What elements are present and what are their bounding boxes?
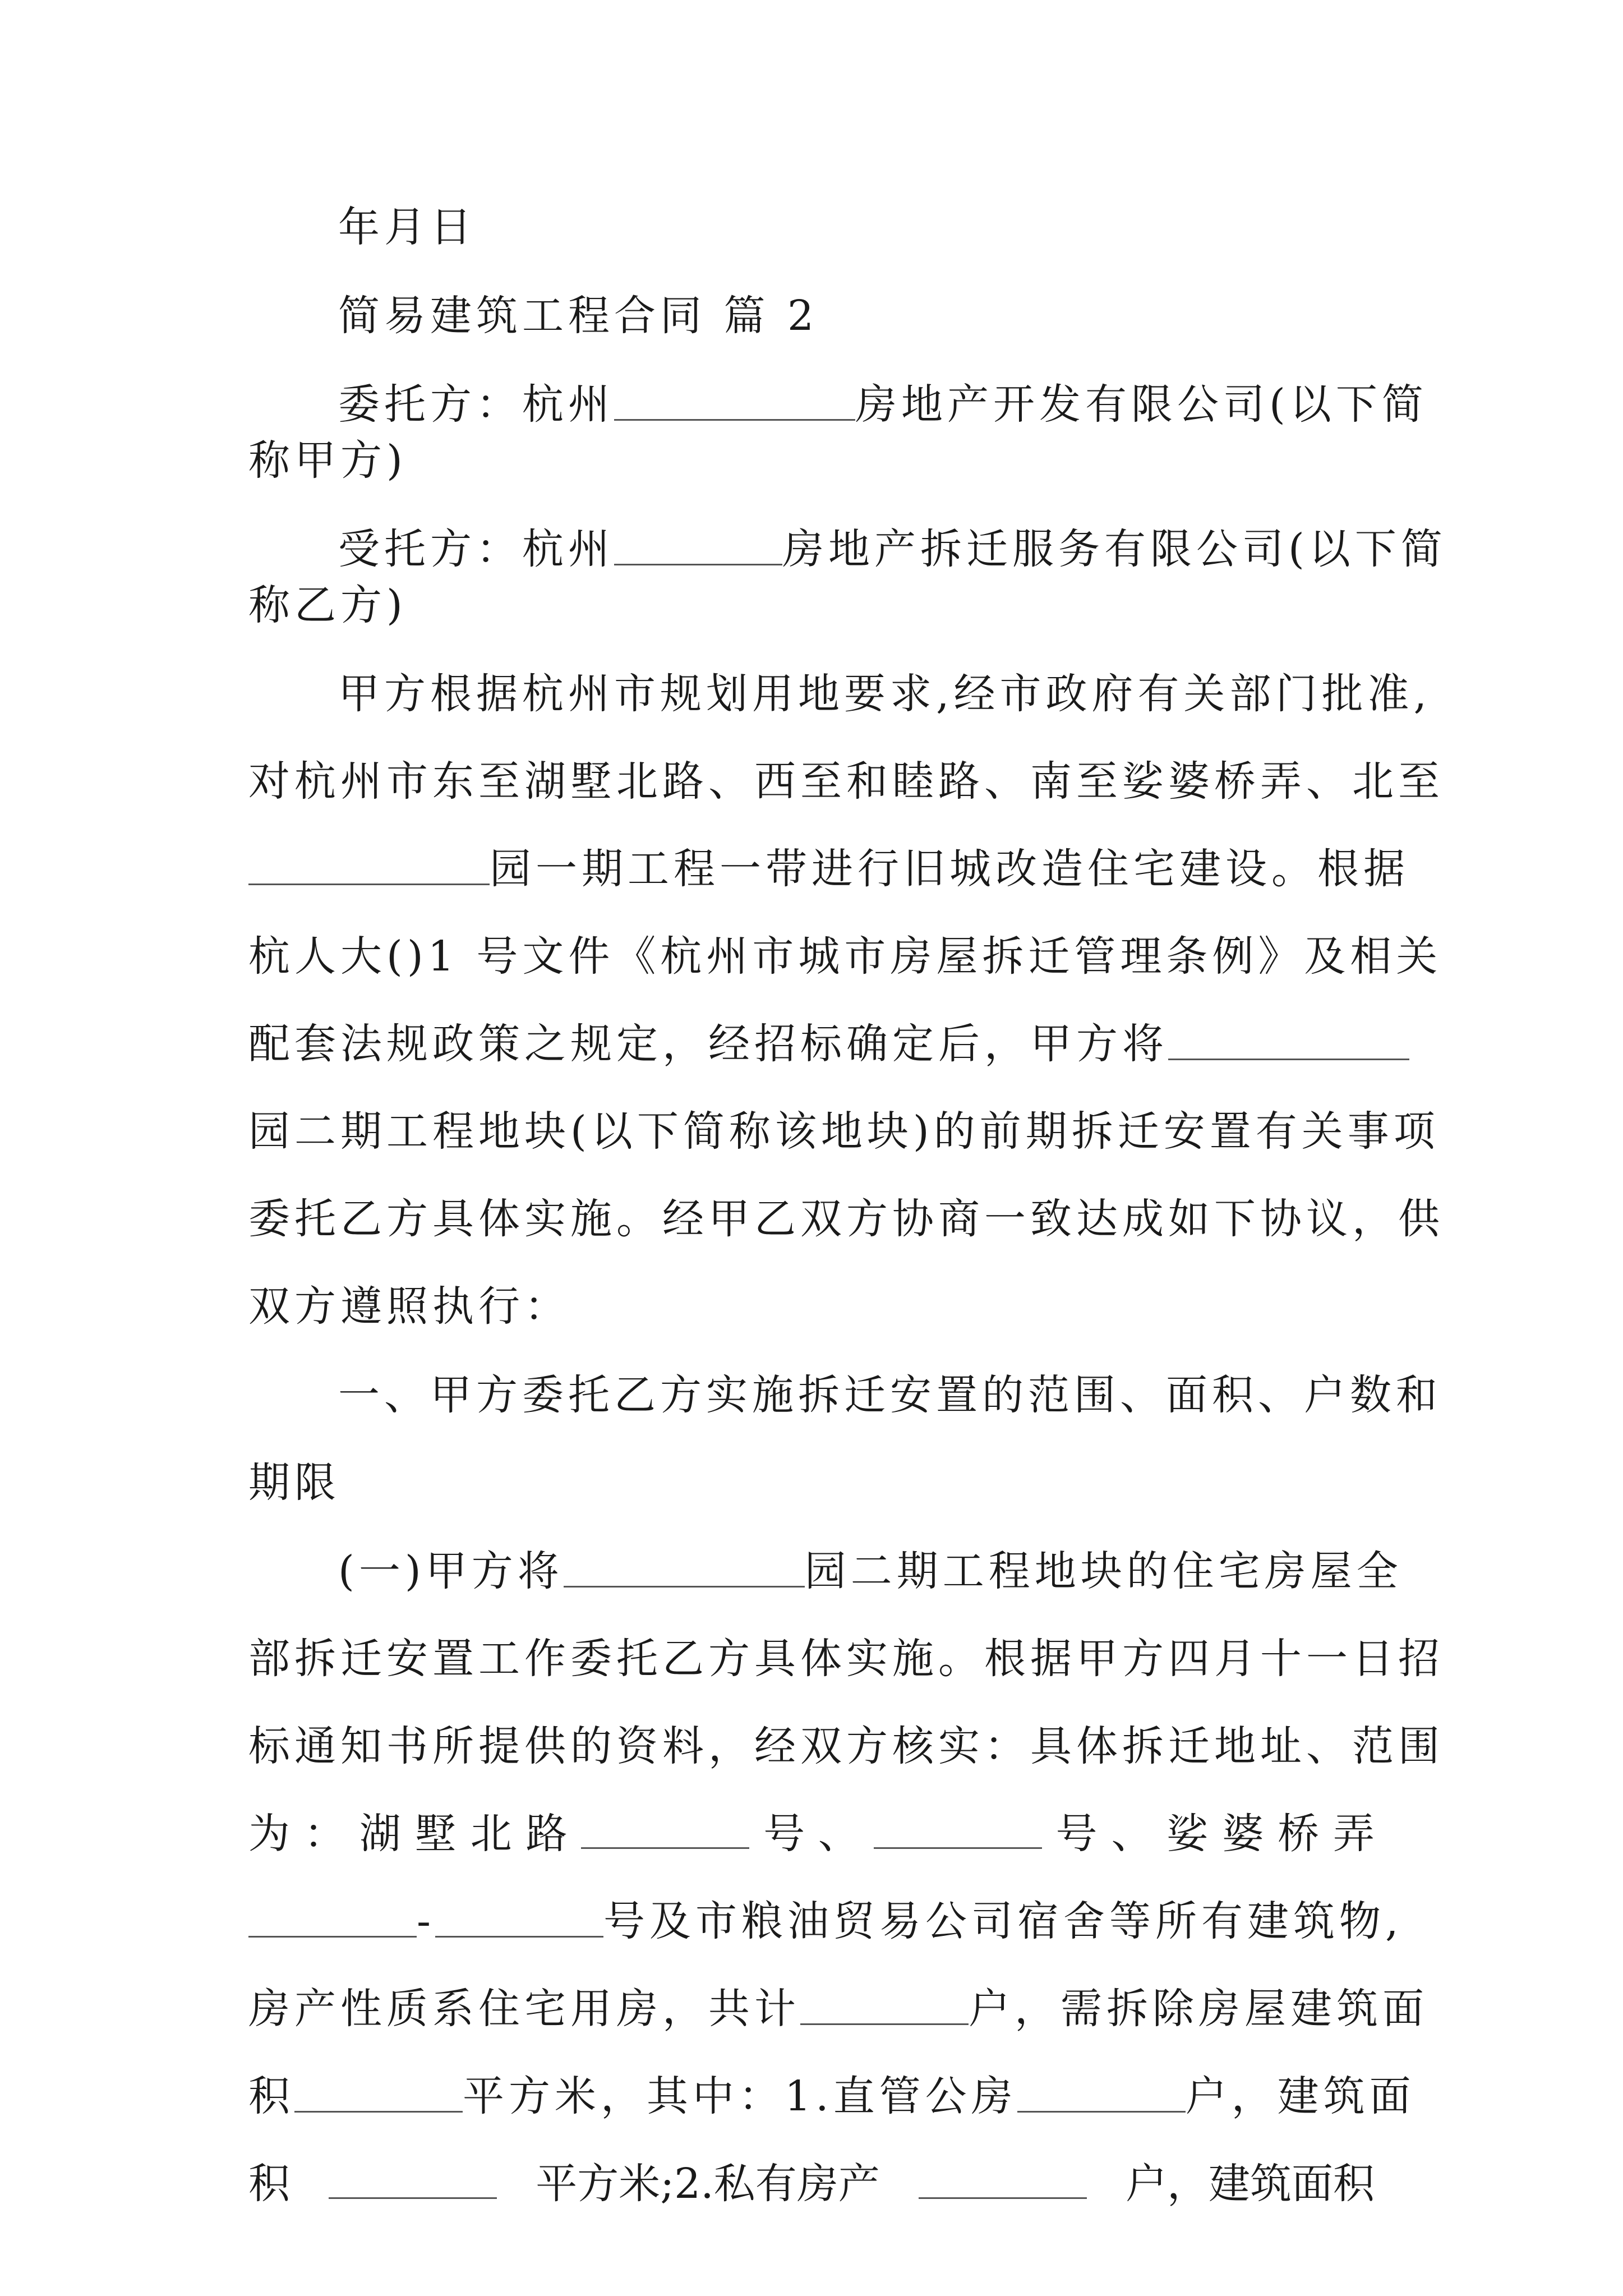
clause-line — [248, 2068, 1415, 2124]
blank-field — [1017, 2069, 1186, 2113]
paragraph-line: 园二期工程地块(以下简称该地块)的前期拆迁安置有关事项 — [248, 1107, 1440, 1156]
clause-text: (一)甲方将 — [338, 1547, 564, 1595]
blank-field — [800, 1982, 969, 2025]
clause-char: 湖 — [359, 1810, 401, 1858]
blank-field — [248, 842, 490, 885]
paragraph-line: 委托乙方具体实施。经甲乙双方协商一致达成如下协议，供 — [248, 1195, 1444, 1243]
clause-line — [248, 1893, 1403, 1949]
clause-text: 户，建筑面 — [1185, 2072, 1415, 2120]
clause-text: 户，建筑面积 — [1125, 2160, 1375, 2208]
clause-char: 号 、 — [763, 1810, 860, 1858]
clause-heading: 一、甲方委托乙方实施拆迁安置的范围、面积、户数和 — [338, 1371, 1442, 1419]
clause-text: 平方米，其中：1.直管公房 — [463, 2072, 1017, 2120]
clause-char: 墅 — [414, 1810, 457, 1858]
clause-line — [248, 2156, 1375, 2212]
blank-field — [614, 522, 782, 565]
paragraph-line: 杭人大()1 号文件《杭州市城市房屋拆迁管理条例》及相关 — [248, 932, 1442, 981]
clause-line — [248, 1543, 1403, 1599]
clause-text: 号及市粮油贸易公司宿舍等所有建筑物, — [603, 1897, 1403, 1945]
blank-field — [874, 1806, 1042, 1849]
clause-text: 园二期工程地块的住宅房屋全 — [804, 1547, 1403, 1595]
paragraph-text: 园一期工程一带进行旧城改造住宅建设。根据 — [490, 845, 1409, 893]
clause-char: ： — [303, 1810, 345, 1858]
clause-char: 路 — [525, 1810, 568, 1858]
blank-field — [329, 2156, 497, 2199]
contractor-label: 受托方：杭州 — [338, 525, 614, 573]
paragraph-line: 双方遵照执行： — [248, 1282, 570, 1331]
clause-text: 户，需拆除房屋建筑面 — [969, 1985, 1428, 2033]
clause-char: 桥 — [1278, 1810, 1320, 1858]
clause-char: 娑 — [1166, 1810, 1209, 1858]
contractor-line — [248, 521, 1447, 577]
clause-line — [248, 1806, 1375, 1862]
blank-field — [435, 1894, 603, 1938]
clause-char: 号 — [1055, 1810, 1098, 1858]
blank-field — [919, 2156, 1087, 2199]
blank-field — [248, 1894, 417, 1938]
clause-line — [248, 1981, 1428, 2037]
paragraph-line — [248, 1016, 1375, 1072]
blank-field — [564, 1544, 805, 1588]
clause-heading-cont: 期限 — [248, 1458, 340, 1507]
clause-char: 婆 — [1222, 1810, 1264, 1858]
blank-field — [581, 1806, 749, 1849]
paragraph-line: 对杭州市东至湖墅北路、西至和睦路、南至娑婆桥弄、北至 — [248, 757, 1444, 806]
clause-char: 为 — [248, 1810, 290, 1858]
clause-char: 北 — [470, 1810, 512, 1858]
contractor-text: 房地产拆迁服务有限公司(以下简 — [782, 525, 1447, 573]
client-text: 房地产开发有限公司(以下简 — [855, 380, 1428, 429]
clause-text: 积 — [248, 2072, 294, 2120]
date-line: 年月日 — [338, 203, 476, 251]
document-page — [248, 199, 1447, 2212]
client-line — [248, 376, 1428, 432]
clause-text: 房产性质系住宅用房，共计 — [248, 1985, 800, 2033]
clause-line: 标通知书所提供的资料，经双方核实：具体拆迁地址、范围 — [248, 1722, 1444, 1770]
clause-char: 、 — [1111, 1810, 1153, 1858]
clause-char: 弄 — [1333, 1810, 1375, 1858]
section-heading: 简易建筑工程合同 篇 2 — [338, 292, 819, 340]
paragraph-line: 甲方根据杭州市规划用地要求,经市政府有关部门批准, — [338, 670, 1432, 718]
clause-text: 平方米;2.私有房产 — [536, 2160, 880, 2208]
paragraph-line — [248, 841, 1409, 897]
clause-line: 部拆迁安置工作委托乙方具体实施。根据甲方四月十一日招 — [248, 1635, 1444, 1683]
client-label: 委托方：杭州 — [338, 380, 614, 429]
paragraph-text: 配套法规政策之规定，经招标确定后，甲方将 — [248, 1020, 1168, 1068]
blank-field — [294, 2069, 463, 2113]
client-line-cont: 称甲方) — [248, 436, 407, 485]
clause-text: - — [417, 1897, 436, 1945]
contractor-line-cont: 称乙方) — [248, 581, 407, 629]
clause-text: 积 — [248, 2160, 290, 2208]
blank-field — [614, 378, 855, 421]
blank-field — [1168, 1017, 1409, 1060]
